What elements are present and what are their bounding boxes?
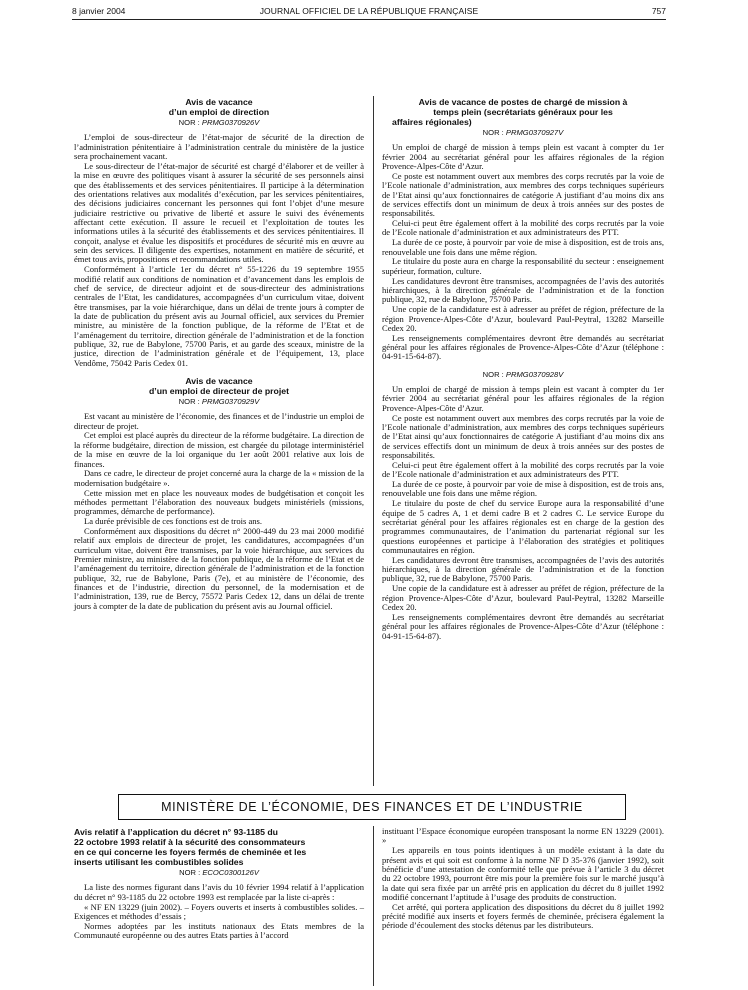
paragraph: Une copie de la candidature est à adresser au préfet de région, préfecture de la région Provence-Alpes-Côte d’Azur, boulevard Paul-Peytral, 13282 Marseille Cedex 20.	[382, 304, 664, 333]
notice-2-nor: NOR : PRMG0370929V	[178, 396, 260, 406]
header-page-number: 757	[651, 6, 666, 16]
paragraph: Un emploi de chargé de mission à temps plein est vacant à compter du 1er février 2004 au secrétariat général pour les affaires régionales de la région Provence-Alpes-Côte d’Azur.	[382, 142, 664, 172]
paragraph: Est vacant au ministère de l’économie, des finances et de l’industrie un emploi de directeur de projet.	[74, 411, 364, 431]
page-header	[72, 6, 666, 20]
paragraph: Un emploi de chargé de mission à temps plein est vacant à compter du 1er février 2004 au secrétariat général pour les affaires régionales de la région Provence-Alpes-Côte d’Azur.	[382, 384, 664, 413]
paragraph: Une copie de la candidature est à adresser au préfet de région, préfecture de la région Provence-Alpes-Côte d’Azur, boulevard Paul-Peytral, 13282 Marseille Cedex 20.	[382, 583, 664, 612]
paragraph: Le titulaire du poste de chef du service Europe aura la responsabilité d’une équipe de 5 cadres A, 1 et demi cadre B et 2 cadres C. Le service Europe du secrétariat général pour les affaires régionales est en charge de la gestion des programmes communautaires, de l’animation du partenariat régional sur les questions européennes et participe à l’élaboration des stratégies et politiques communautaires en région.	[382, 498, 664, 555]
ministry-banner	[118, 794, 626, 820]
paragraph: Cette mission met en place les nouveaux modes de budgétisation et conçoit les méthodes permettant l’élaboration des nouveaux budgets ministériels (missions, programmes, démarche de performance).	[74, 487, 364, 517]
paragraph: Cet emploi est placé auprès du directeur de la réforme budgétaire. La direction de la réforme budgétaire, direction de mission, est chargée du pilotage interministériel de la mise en œuvre de la loi organique du 1er août 2001 relative aux lois de finances.	[74, 430, 364, 469]
notice-3-title: Avis de vacance de postes de chargé de mission à	[418, 97, 628, 107]
paragraph: Les appareils en tous points identiques à un modèle existant à la date du présent avis et qui soit est conforme à la norme NF D 35-376 (janvier 1992), soit bénéficie d’une attestation de conformité telle que prévue à l’article 3 du décret du 22 octobre 1993, pourront être mis pour la première fois sur le marché jusqu’à la date qui sera fixée par un arrêté pris en application du décret du 8 juillet 1992 modifié concernant l’aptitude à l’usage des produits de construction.	[382, 845, 664, 902]
notice-1-subtitle: d’un emploi de direction	[168, 107, 270, 117]
paragraph: Les renseignements complémentaires devront être demandés au secrétariat général pour les affaires régionales de Provence-Alpes-Côte d’Azur (téléphone : 04-91-15-64-87).	[382, 332, 664, 362]
paragraph: Normes adoptées par les instituts nationaux des Etats membres de la Communauté européenne ou des autres Etats parties à l’accord	[74, 920, 364, 941]
paragraph: La liste des normes figurant dans l’avis du 10 février 1994 relatif à l’application du décret n° 93-1185 du 22 octobre 1993 est remplacée par la liste ci-après :	[74, 882, 364, 902]
paragraph: Celui-ci peut être également offert à la mobilité des corps recrutés par la voie de l’Ecole nationale d’administration et aux administrateurs des PTT.	[382, 218, 664, 238]
paragraph: La durée prévisible de ces fonctions est de trois ans.	[84, 516, 263, 527]
notice-3-title-line3: affaires régionales)	[392, 117, 472, 127]
notice-1-title: Avis de vacance	[185, 97, 253, 107]
notice-1-nor: NOR : PRMG0370926V	[178, 118, 260, 127]
notice-5-title: Avis relatif à l’application du décret n° 93-1185 du	[74, 827, 278, 837]
notice-2-subtitle: d’un emploi de directeur de projet	[149, 385, 289, 396]
paragraph: Ce poste est notamment ouvert aux membres des corps recrutés par la voie de l’Ecole nationale d’administration, aux membres des corps techniques supérieurs de l’Etat ainsi qu’aux fonctionnaires de catégorie A justifiant d’au moins dix ans de services effectifs dont un minimum de deux à trois années sur des postes de responsabilités.	[382, 412, 664, 460]
paragraph: La durée de ce poste, à pourvoir par voie de mise à disposition, est de trois ans, renouvelable une fois dans une même région.	[382, 237, 664, 257]
bottom-right-column	[382, 827, 664, 931]
right-column	[382, 97, 664, 641]
paragraph: Dans ce cadre, le directeur de projet concerné aura la charge de la « mission de la modernisation budgétaire ».	[74, 468, 364, 488]
paragraph: instituant l’Espace économique européen transposant la norme EN 13229 (2001). »	[382, 826, 664, 846]
notice-5-title-line2: 22 octobre 1993 relatif à la sécurité des consommateurs	[74, 837, 306, 847]
paragraph: Le titulaire du poste aura en charge la responsabilité du secteur : enseignement supérieur, formation, culture.	[382, 256, 664, 276]
header-journal-title: JOURNAL OFFICIEL DE LA RÉPUBLIQUE FRANÇAISE	[259, 6, 479, 16]
ministry-banner-text: MINISTÈRE DE L’ÉCONOMIE, DES FINANCES ET DE L’INDUSTRIE	[161, 800, 583, 814]
paragraph: Conformément aux dispositions du décret n° 2000-449 du 23 mai 2000 modifié relatif aux emplois de directeur de projet, les candidatures, accompagnées d’un curriculum vitae, doivent être transmises, par la voie hiérarchique, aux services du Premier ministre, au ministère de la fonction publique, de la réforme de l’Etat et de l’aménagement du territoire, direction générale de l’administration et de la fonction publique, 32, rue de Babylone, Paris (7e), et au ministère de l’économie, des finances et de l’industrie, direction du personnel, de la modernisation et de l’administration, 139, rue de Bercy, 75572 Paris Cedex 12, dans un délai de trente jours à compter de la date de publication du présent avis au Journal officiel.	[74, 525, 364, 611]
paragraph: Conformément à l’article 1er du décret n° 55-1226 du 19 septembre 1955 modifié relatif aux conditions de nomination et d’avancement dans les emplois de chef de service, de directeur adjoint et de sous-directeur des administrations centrales de l’Etat, les candidatures, accompagnées d’un curriculum vitae, doivent être transmises, par la voie hiérarchique, dans un délai de trente jours à compter de la date de publication du présent avis au Journal officiel, aux services du Premier ministre, au ministère de la fonction publique, de la réforme de l’Etat et de l’aménagement du territoire, direction générale de l’administration et de la fonction publique, 32, rue de Babylone, 75700 Paris, et au garde des sceaux, ministre de la justice, direction de l’administration générale et de l’équipement, 13, place Vendôme, 75042 Paris Cedex 01.	[74, 264, 364, 368]
notice-2-title: Avis de vacance	[185, 375, 253, 386]
paragraph: Ce poste est notamment ouvert aux membres des corps recrutés par la voie de l’Ecole nationale d’administration, aux membres des corps techniques supérieurs de l’Etat ainsi qu’aux fonctionnaires de catégorie A justifiant d’au moins dix ans de services effectifs dont un minimum de deux à trois années sur des postes de responsabilités.	[382, 170, 664, 219]
paragraph: La durée de ce poste, à pourvoir par voie de mise à disposition, est de trois ans, renouvelable une fois dans une même région.	[382, 479, 664, 499]
paragraph: « NF EN 13229 (juin 2002). – Foyers ouverts et inserts à combustibles solides. – Exigences et méthodes d’essais ;	[74, 901, 364, 921]
paragraph: Les renseignements complémentaires devront être demandés au secrétariat général pour les affaires régionales de Provence-Alpes-Côte d’Azur (téléphone : 04-91-15-64-87).	[382, 611, 664, 641]
notice-5-nor: NOR : ECOC0300126V	[179, 868, 259, 877]
notice-3-nor: NOR : PRMG0370927V	[482, 128, 564, 137]
notice-3-title-line2: temps plein (secrétariats généraux pour les	[433, 107, 613, 117]
header-date: 8 janvier 2004	[72, 6, 126, 16]
header-rule	[72, 19, 666, 20]
notice-5-title-line3: en ce qui concerne les foyers fermés de cheminée et les	[74, 847, 307, 857]
bottom-left-column	[74, 827, 364, 941]
paragraph: Les candidatures devront être transmises, accompagnées de l’avis des autorités hiérarchiques, à la direction générale de l’administration et de la fonction publique, 32, rue de Babylone, 75700 Paris.	[382, 275, 664, 305]
left-column	[74, 97, 364, 612]
column-divider	[373, 826, 374, 986]
notice-4-nor: NOR : PRMG0370928V	[482, 369, 564, 379]
notice-5-title-line4: inserts utilisant les combustibles solides	[74, 857, 244, 867]
paragraph: Celui-ci peut être également offert à la mobilité des corps recrutés par la voie de l’Ecole nationale d’administration et aux administrateurs des PTT.	[382, 459, 664, 480]
paragraph: Les candidatures devront être transmises, accompagnées de l’avis des autorités hiérarchiques, à la direction générale de l’administration et de la fonction publique, 32, rue de Babylone, 75700 Paris.	[382, 554, 664, 584]
column-divider	[373, 96, 374, 786]
paragraph: Le sous-directeur de l’état-major de sécurité est chargé d’élaborer et de veiller à la mise en œuvre des politiques visant à assurer la sécurité de ses personnels ainsi que des établissements et des services pénitentiaires. Il participe à la détermination des orientations relatives aux modalités d’exécution, par les services pénitentiaires, des décisions judiciaires concernant les personnes qui font l’objet d’une mesure judiciaire restrictive ou privative de liberté et assure le suivi des événements affectant cette exécution. Il assure le recueil et l’exploitation de toutes les informations utiles à la sécurité des établissements et des services pénitentiaires. Il conçoit, analyse et évalue les dispositifs et procédures de sécurité mis en œuvre au sein des services. Il diligente des expertises, notamment en matière de sécurité, et émet tous avis, propositions et recommandations utiles.	[74, 160, 364, 265]
paragraph: Cet arrêté, qui portera application des dispositions du décret du 8 juillet 1992 précité modifié aux inserts et foyers fermés de cheminée, précisera également la période d’écoulement des stocks détenus par les distributeurs.	[382, 901, 664, 931]
paragraph: L’emploi de sous-directeur de l’état-major de sécurité de la direction de l’administration pénitentiaire à l’administration centrale du ministère de la justice sera prochainement vacant.	[74, 132, 364, 162]
